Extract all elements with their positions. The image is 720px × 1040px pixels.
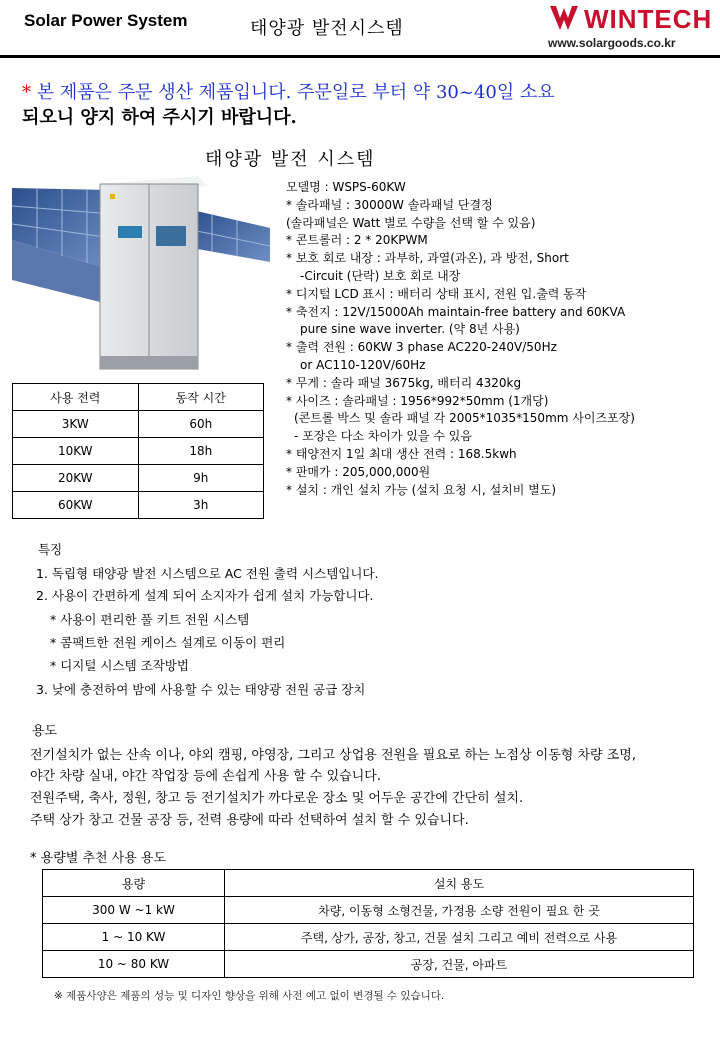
product-specs: [286, 179, 716, 499]
table-cell: 300 W ~1 kW: [43, 897, 225, 924]
table-cell: 10 ~ 80 KW: [43, 951, 225, 978]
usage-line: 전기설치가 없는 산속 이나, 야외 캠핑, 야영장, 그리고 상업용 전원을 필요로 하는 노점상 이동형 차량 조명,: [30, 748, 636, 763]
table-row: [13, 465, 264, 492]
feature-item: 2. 사용이 간편하게 설계 되어 소지자가 쉽게 설치 가능합니다.: [36, 588, 374, 603]
spec-line: * 판매가 : 205,000,000원: [286, 464, 431, 479]
table-cell: 3h: [138, 492, 264, 519]
table-row: [13, 411, 264, 438]
table-cell: 10KW: [13, 438, 139, 465]
spec-line: * 사이즈 : 솔라패널 : 1956*992*50mm (1개당): [286, 393, 549, 408]
spec-line: * 무게 : 솔라 패널 3675kg, 배터리 4320kg: [286, 375, 522, 390]
table-cell: 공장, 건물, 아파트: [225, 951, 694, 978]
column-header: 동작 시간: [138, 384, 264, 411]
spec-line: -Circuit (단락) 보호 회로 내장: [300, 268, 461, 283]
logo-text: WINTECH: [584, 4, 713, 34]
spec-line: * 디지털 LCD 표시 : 배터리 상태 표시, 전원 입.출력 동작: [286, 286, 587, 301]
feature-item: * 콤팩트한 전원 케이스 설계로 이동이 편리: [50, 635, 286, 650]
table-cell: 20KW: [13, 465, 139, 492]
usage-line: 전원주택, 축사, 정원, 창고 등 전기설치가 까다로운 장소 및 어두운 공간에 간단히 설치.: [30, 791, 524, 806]
feature-item: * 디지털 시스템 조작방법: [50, 658, 189, 673]
disclaimer: ※ 제품사양은 제품의 성능 및 디자인 향상을 위해 사전 예고 없이 변경될 수 있습니다.: [54, 990, 445, 1002]
brand-title: Solar Power System: [24, 11, 188, 30]
spec-line: * 솔라패널 : 30000W 솔라패널 단결정: [286, 197, 493, 212]
spec-line: * 콘트롤러 : 2 * 20KPWM: [286, 233, 428, 248]
feature-item: * 사용이 편리한 풀 키트 전원 시스템: [50, 612, 250, 627]
notice-star: *: [22, 82, 31, 103]
table-header-row: [13, 384, 264, 411]
spec-line: (콘트롤 박스 및 솔라 패널 각 2005*1035*150mm 사이즈포장): [294, 411, 635, 426]
column-header: 사용 전력: [13, 384, 139, 411]
table-cell: 60KW: [13, 492, 139, 519]
table-cell: 차량, 이동형 소형건물, 가정용 소량 전원이 필요 한 곳: [225, 897, 694, 924]
spec-line: - 포장은 다소 차이가 있을 수 있음: [294, 429, 472, 444]
table-cell: 주택, 상가, 공장, 창고, 건물 설치 그리고 예비 전력으로 사용: [225, 924, 694, 951]
table-header-row: [43, 870, 694, 897]
usage-line: 주택 상가 창고 건물 공장 등, 전력 용량에 따라 선택하여 설치 할 수 있습니다.: [30, 813, 469, 828]
spec-line: (솔라패널은 Watt 별로 수량을 선택 할 수 있음): [286, 215, 536, 230]
feature-item: 3. 낮에 충전하여 밤에 사용할 수 있는 태양광 전원 공급 장치: [36, 682, 366, 697]
spec-line: * 태양전지 1일 최대 생산 전력 : 168.5kwh: [286, 446, 517, 461]
header-divider: [0, 55, 720, 58]
notice-line-1: 본 제품은 주문 생산 제품입니다. 주문일로 부터 약 30~40일 소요: [31, 82, 555, 103]
spec-line: * 축전지 : 12V/15000Ah maintain-free battery and 60KVA: [286, 304, 626, 319]
column-header: 설치 용도: [225, 870, 694, 897]
power-runtime-table: [12, 383, 264, 519]
website-link[interactable]: www.solargoods.co.kr: [548, 36, 676, 50]
table-cell: 9h: [138, 465, 264, 492]
product-title: 태양광 발전 시스템: [205, 149, 376, 170]
features-title: 특징: [38, 542, 63, 557]
capacity-usage-table: [42, 869, 694, 978]
usage-line: 야간 차량 실내, 야간 작업장 등에 손쉽게 사용 할 수 있습니다.: [30, 769, 381, 784]
order-notice: [22, 80, 702, 130]
table-cell: 3KW: [13, 411, 139, 438]
notice-line-2: 되오니 양지 하여 주시기 바랍니다.: [22, 107, 297, 128]
spec-line: * 출력 전원 : 60KW 3 phase AC220-240V/50Hz: [286, 340, 557, 355]
page-title: 태양광 발전시스템: [250, 18, 404, 39]
recommend-title: * 용량별 추천 사용 용도: [30, 851, 167, 866]
spec-line: * 보호 회로 내장 : 과부하, 과열(과온), 과 방전, Short: [286, 251, 569, 266]
table-cell: 1 ~ 10 KW: [43, 924, 225, 951]
table-cell: 18h: [138, 438, 264, 465]
page-header: [0, 0, 720, 56]
table-row: [43, 897, 694, 924]
feature-item: 1. 독립형 태양광 발전 시스템으로 AC 전원 출력 시스템입니다.: [36, 566, 379, 581]
column-header: 용량: [43, 870, 225, 897]
table-row: [43, 924, 694, 951]
spec-line: * 설치 : 개인 설치 가능 (설치 요청 시, 설치비 별도): [286, 482, 557, 497]
table-row: [43, 951, 694, 978]
wintech-logo[interactable]: [548, 4, 713, 34]
spec-line: 모델명 : WSPS-60KW: [286, 180, 406, 194]
spec-line: or AC110-120V/60Hz: [300, 357, 426, 372]
table-cell: 60h: [138, 411, 264, 438]
usage-title: 용도: [32, 724, 58, 739]
solar-system-photo: [12, 170, 270, 375]
table-row: [13, 438, 264, 465]
table-row: [13, 492, 264, 519]
spec-line: pure sine wave inverter. (약 8년 사용): [300, 322, 520, 337]
wintech-logo-mark-icon: [548, 4, 580, 32]
